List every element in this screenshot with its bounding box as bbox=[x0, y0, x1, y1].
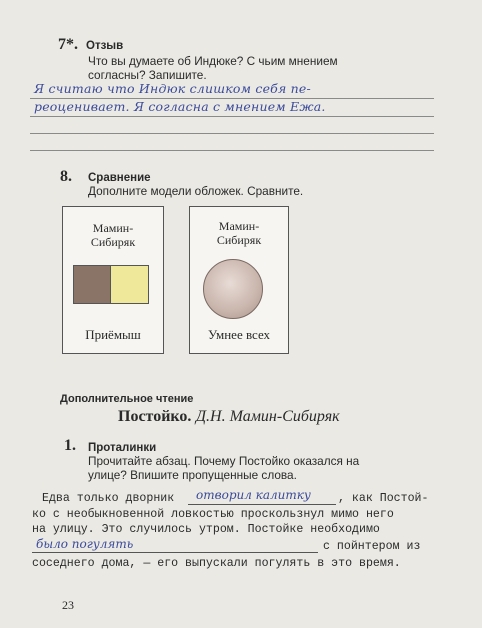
task7-question-line1: Что вы думаете об Индюке? С чьим мнением bbox=[88, 54, 338, 68]
answer-rule-2 bbox=[30, 116, 434, 117]
story-author: Д.Н. Мамин-Сибиряк bbox=[195, 408, 340, 425]
task7-number: 7*. bbox=[58, 36, 78, 53]
cover-right-author-line2: Сибиряк bbox=[216, 233, 262, 247]
circle-shape bbox=[203, 259, 263, 319]
story-heading bbox=[118, 408, 340, 426]
task8-heading: Сравнение bbox=[88, 172, 151, 184]
task1-instruction-line2: улице? Впишите пропущенные слова. bbox=[88, 468, 297, 482]
text-line1-part2: , как Постой- bbox=[338, 492, 429, 505]
cover-left-title: Приёмыш bbox=[85, 327, 141, 342]
cover-right-author-line1: Мамин- bbox=[218, 219, 260, 233]
task8-instruction: Дополните модели обложек. Сравните. bbox=[88, 184, 304, 198]
brown-square bbox=[73, 265, 112, 304]
text-line5: соседнего дома, — его выпускали погулять в это время. bbox=[32, 557, 401, 570]
answer-rule-4 bbox=[30, 150, 434, 151]
answer-blank1: отворил калитку bbox=[196, 488, 311, 502]
task1-instruction-line1: Прочитайте абзац. Почему Постойко оказался на bbox=[88, 454, 360, 468]
text-line1-part1: Едва только дворник bbox=[42, 492, 175, 505]
page-number: 23 bbox=[62, 598, 74, 612]
task7-heading: Отзыв bbox=[86, 40, 124, 52]
cover-left-author-line1: Мамин- bbox=[92, 221, 134, 235]
yellow-square bbox=[110, 265, 149, 304]
task8-number: 8. bbox=[60, 168, 72, 185]
section-label: Дополнительное чтение bbox=[60, 393, 194, 405]
answer-rule-3 bbox=[30, 133, 434, 134]
task1-heading: Проталинки bbox=[88, 442, 157, 454]
task1-number: 1. bbox=[64, 437, 76, 454]
text-line4-part2: с пойнтером из bbox=[323, 540, 421, 553]
cover-model-right bbox=[189, 206, 289, 354]
answer-blank2: было погулять bbox=[36, 537, 134, 551]
text-line2: ко с необыкновенной ловкостью проскользнул мимо него bbox=[32, 508, 394, 521]
task7-answer-line1: Я считаю что Индюк слишком себя пе- bbox=[34, 81, 311, 96]
cover-model-left bbox=[62, 206, 164, 354]
blank2-line bbox=[32, 552, 318, 553]
cover-right-title: Умнее всех bbox=[207, 327, 271, 342]
story-title: Постойко. bbox=[118, 408, 192, 425]
text-line3: на улицу. Это случилось утром. Постойке необходимо bbox=[32, 523, 380, 536]
task7-answer-line2: реоценивает. Я согласна с мнением Ежа. bbox=[34, 99, 326, 114]
task7-question-line2: согласны? Запишите. bbox=[88, 68, 207, 82]
blank1-line bbox=[188, 504, 336, 505]
cover-left-author-line2: Сибиряк bbox=[90, 235, 136, 249]
